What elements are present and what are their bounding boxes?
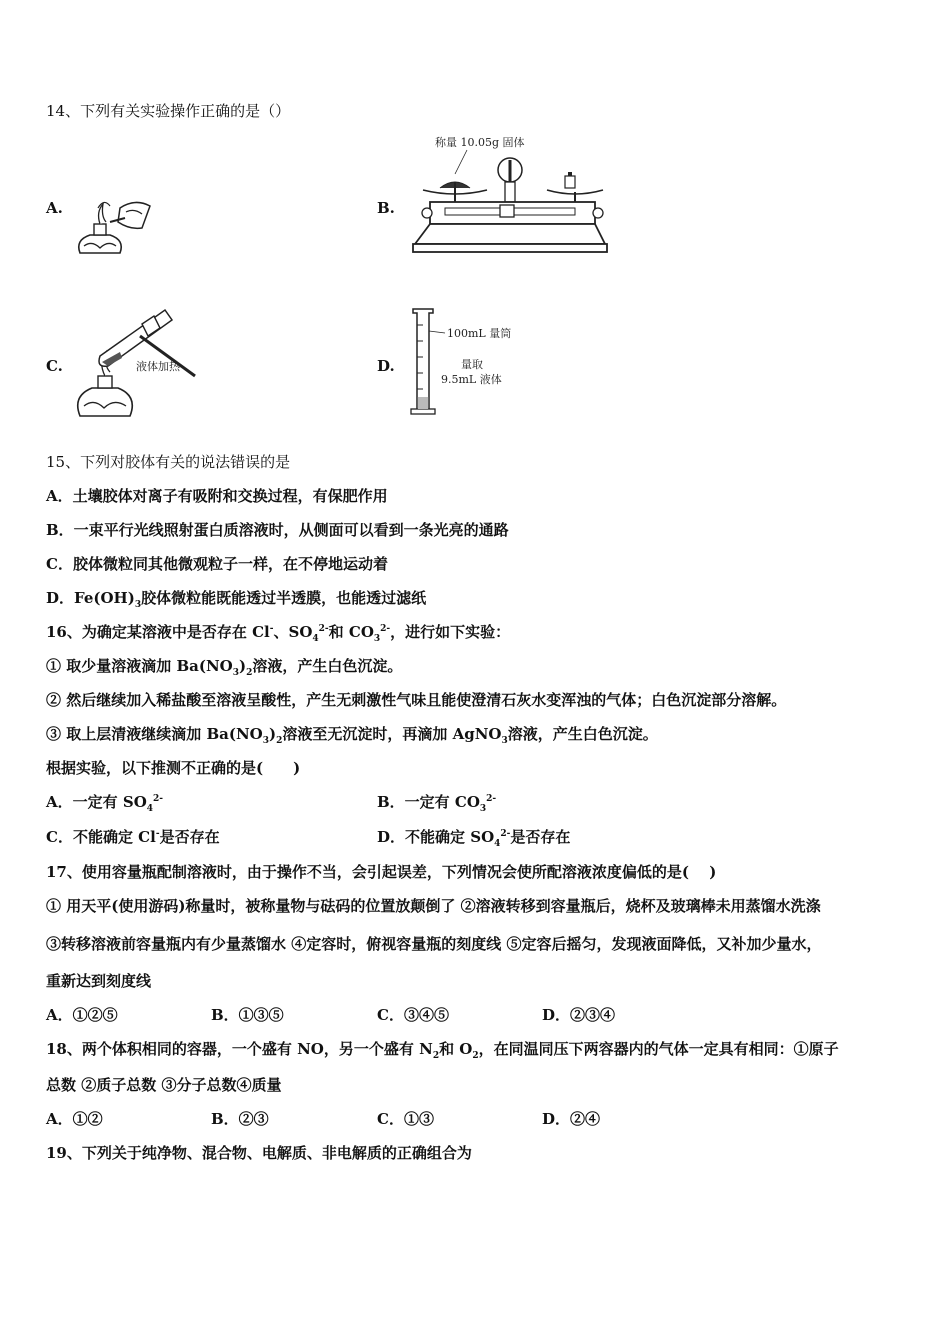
q16-b-sup: 2- [486,794,497,804]
q16-s3-pre: ③ 取上层清液继续滴加 Ba(NO [46,725,263,743]
q16-stem-sup3: 2- [380,624,391,634]
q18-l1-post: ，在同温同压下两容器内的气体一定具有相同：①原子 [478,1040,839,1058]
q18-l1-sub2: 2 [472,1051,479,1061]
q16-d-pre: D．不能确定 SO [377,828,495,846]
q15-option-d [46,588,426,608]
q19-stem: 19、下列关于纯净物、混合物、电解质、非电解质的正确组合为 [46,1144,472,1162]
q16-s3-mid2: 溶液至无沉淀时，再滴加 AgNO [282,725,502,743]
q16-stem-sup2: 2- [318,624,329,634]
q17-option-a: A．①②⑤ [46,1006,118,1024]
q16-s1-pre: ① 取少量溶液滴加 Ba(NO [46,657,233,675]
q16-step-2: ② 然后继续加入稀盐酸至溶液呈酸性，产生无刺激性气味且能使澄清石灰水变浑浊的气体；白色沉淀部分溶解。 [46,691,787,709]
q16-a-sup: 2- [153,794,164,804]
q18-line-1 [46,1039,839,1059]
q18-l1-pre: 18、两个体积相同的容器，一个盛有 NO，另一个盛有 N [46,1040,433,1058]
alcohol-lamp-lighting-figure [70,178,160,263]
q14-c-caption: 液体加热 [136,360,180,373]
q16-stem-sup1: - [269,624,274,634]
q16-s3-sub2: 2 [276,736,283,746]
q16-step-1 [46,656,402,676]
q16-s1-sub2: 2 [246,668,253,678]
q16-c-post: 是否存在 [159,828,220,846]
q17-option-c: C．③④⑤ [377,1006,449,1024]
q14-option-c-label: C. [46,357,63,375]
q15-option-b: B．一束平行光线照射蛋白质溶液时，从侧面可以看到一条光亮的通路 [46,521,509,539]
q16-b-sub: 3 [479,804,487,814]
q18-option-a: A．①② [46,1110,103,1128]
q16-s3-sub: 3 [262,736,269,746]
q16-d-post: 是否存在 [510,828,571,846]
q14-d-caption-measure: 量取 [461,358,483,371]
q17-stem: 17、使用容量瓶配制溶液时，由于操作不当，会引起误差，下列情况会使所配溶液浓度偏低的是( ) [46,863,717,881]
q16-stem-mid1: 、SO [273,623,313,641]
q16-step-3 [46,724,658,744]
q14-stem: 14、下列有关实验操作正确的是（） [46,102,291,120]
q15-d-post: 胶体微粒能既能透过半透膜，也能透过滤纸 [141,589,427,607]
q16-s3-mid: ) [268,725,277,743]
q14-d-caption-volume: 9.5mL 液体 [441,373,502,386]
q16-c-pre: C．不能确定 Cl [46,828,156,846]
q15-option-c: C．胶体微粒同其他微观粒子一样，在不停地运动着 [46,555,388,573]
q17-line-3: 重新达到刻度线 [46,972,152,990]
q16-option-c [46,827,220,847]
q16-d-sub: 4 [494,839,501,849]
q18-option-b: B．②③ [211,1110,269,1128]
q14-option-b-label: B. [377,199,395,217]
test-tube-heating-figure [70,296,220,428]
q14-option-a-label: A. [46,199,63,217]
q16-stem [46,622,510,642]
graduated-cylinder-figure [405,305,535,417]
q16-option-b [377,792,496,812]
q16-s1-sub: 3 [232,668,239,678]
q15-stem: 15、下列对胶体有关的说法错误的是 [46,453,291,471]
q16-stem-sub2: 3 [373,634,381,644]
q18-line-2: 总数 ②质子总数 ③分子总数④质量 [46,1076,282,1094]
q15-option-a: A．土壤胶体对离子有吸附和交换过程，有保肥作用 [46,487,388,505]
q16-ask: 根据实验，以下推测不正确的是( ) [46,759,301,777]
q16-a-pre: A．一定有 SO [46,793,147,811]
q16-stem-mid2: 和 CO [328,623,374,641]
q16-option-d [377,827,570,847]
q16-option-a [46,792,163,812]
q14-option-d-label: D. [377,357,395,375]
q18-option-d: D．②④ [542,1110,601,1128]
q14-b-caption: 称量 10.05g 固体 [435,136,525,149]
q16-stem-sub1: 4 [312,634,319,644]
q18-option-c: C．①③ [377,1110,434,1128]
q16-b-pre: B．一定有 CO [377,793,480,811]
q16-s1-post: ) [238,657,247,675]
q14-d-caption-cylinder: 100mL 量筒 [447,327,512,340]
q17-line-2: ③转移溶液前容量瓶内有少量蒸馏水 ④定容时，俯视容量瓶的刻度线 ⑤定容后摇匀，发现液面降低，又补加少量水， [46,935,822,953]
q15-d-pre: D．Fe(OH) [46,589,135,607]
q16-d-sup: 2- [500,829,511,839]
q18-l1-mid: 和 O [439,1040,473,1058]
q16-s3-sub3: 3 [501,736,508,746]
q16-stem-pre: 16、为确定某溶液中是否存在 Cl [46,623,270,641]
q16-stem-post: ，进行如下实验： [390,623,511,641]
q18-l1-sub1: 2 [432,1051,440,1061]
q16-s3-end: 溶液，产生白色沉淀。 [507,725,658,743]
q16-a-sub: 4 [146,804,154,814]
q15-d-sub: 3 [134,600,142,610]
q16-s1-end: 溶液，产生白色沉淀。 [252,657,403,675]
q17-option-b: B．①③⑤ [211,1006,284,1024]
q17-line-1: ① 用天平(使用游码)称量时，被称量物与砝码的位置放颠倒了 ②溶液转移到容量瓶后，烧杯及玻璃棒未用蒸馏水洗涤 [46,897,821,915]
balance-scale-figure [405,132,610,264]
q17-option-d: D．②③④ [542,1006,616,1024]
q16-c-sup: - [155,829,160,839]
